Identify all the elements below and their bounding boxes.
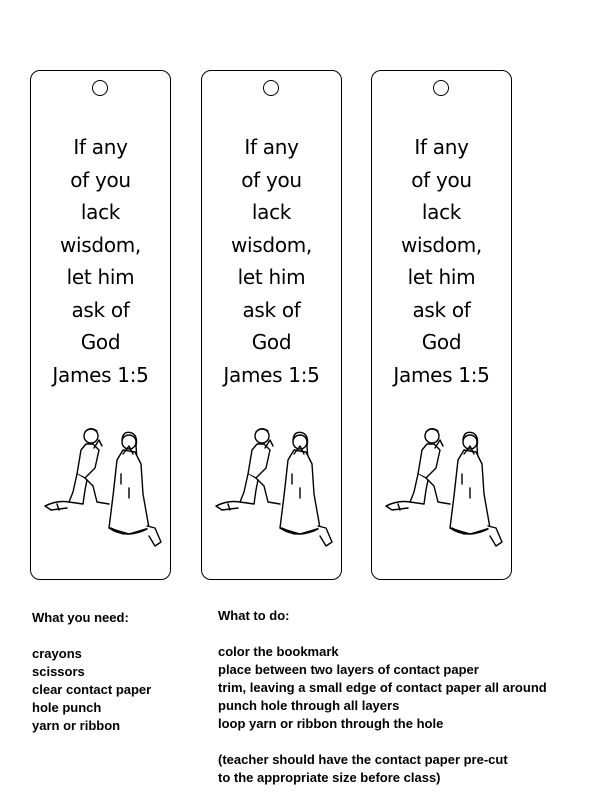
verse-line: lack [421,200,462,224]
verse-line: If any [73,135,128,159]
bookmark-2 [201,70,342,580]
supply-item: crayons [32,646,82,661]
verse-line: God [80,330,121,354]
teacher-note-line: to the appropriate size before class) [218,770,441,785]
verse-reference: James 1:5 [393,362,490,387]
supply-item: hole punch [32,700,102,715]
instruction-step: trim, leaving a small edge of contact paper all around [218,680,547,695]
what-you-need-heading: What you need: [32,610,129,625]
bookmark-3 [371,70,512,580]
supply-item: scissors [32,664,85,679]
punch-hole-marker [92,80,108,96]
verse-line: of you [241,167,302,192]
verse-line: of you [70,167,131,192]
bookmark-1 [30,70,171,580]
praying-children-illustration [208,424,336,549]
verse-line: lack [80,200,121,224]
what-you-need-section [32,609,151,735]
instruction-step: place between two layers of contact paper [218,662,479,677]
bookmark-verse [202,131,341,391]
verse-line: wisdom, [59,232,141,257]
verse-line: ask of [412,297,471,322]
punch-hole-marker [433,80,449,96]
verse-line: God [421,330,462,354]
praying-children-illustration [37,424,165,549]
verse-line: let him [237,265,306,289]
verse-line: ask of [71,297,130,322]
verse-reference: James 1:5 [223,362,320,387]
verse-line: let him [407,265,476,289]
verse-line: If any [414,135,469,159]
verse-reference: James 1:5 [52,362,149,387]
spacer [218,733,547,751]
bookmark-verse [31,131,170,391]
teacher-note-line: (teacher should have the contact paper pre-cut [218,752,508,767]
praying-children-illustration [378,424,506,549]
instruction-step: color the bookmark [218,644,339,659]
verse-line: let him [66,265,135,289]
verse-line: wisdom, [230,232,312,257]
bookmark-verse [372,131,511,391]
instruction-step: loop yarn or ribbon through the hole [218,716,444,731]
supply-item: clear contact paper [32,682,152,697]
verse-line: lack [251,200,292,224]
supply-item: yarn or ribbon [32,718,121,733]
verse-line: of you [411,167,472,192]
verse-line: If any [244,135,299,159]
what-to-do-section [218,607,547,787]
what-to-do-heading: What to do: [218,608,290,623]
instruction-step: punch hole through all layers [218,698,400,713]
verse-line: wisdom, [400,232,482,257]
verse-line: God [251,330,292,354]
punch-hole-marker [263,80,279,96]
verse-line: ask of [242,297,301,322]
